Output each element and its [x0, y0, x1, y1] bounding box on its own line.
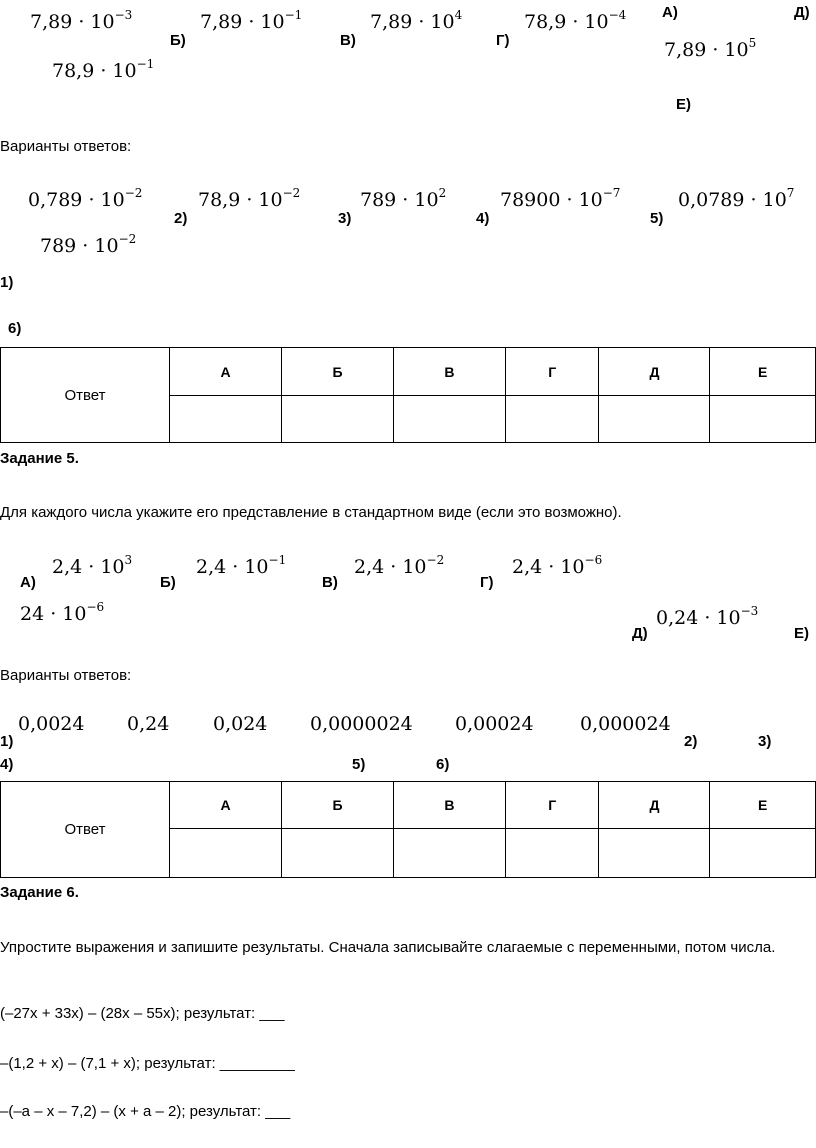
table-header-a: А — [170, 782, 282, 829]
task4-label-e: Д) — [794, 4, 810, 21]
task4-answer-1: $0,789 \cdot 10^{-2}$ — [28, 186, 143, 211]
task6-line-3: –(–a – x – 7,2) – (x + a – 2); результат: ___ — [0, 1103, 291, 1120]
task4-item-b: $7,89 \cdot 10^{-1}$ — [200, 8, 303, 33]
task5-instruction: Для каждого числа укажите его представление в стандартном виде (если это возможно). — [0, 504, 622, 521]
task5-answer-2: 0,24 — [127, 713, 170, 735]
task4-answer-4: $78900 \cdot 10^{-7}$ — [500, 186, 621, 211]
answer-cell-e[interactable] — [599, 829, 710, 878]
answer-cell-d[interactable] — [505, 829, 598, 878]
answer-cell-c[interactable] — [393, 396, 505, 443]
task5-answer-1: 0,0024 — [18, 713, 85, 735]
task6-title: Задание 6. — [0, 884, 79, 901]
task5-item-e: $24 \cdot 10^{-6}$ — [20, 600, 105, 625]
task4-label-b: Б) — [170, 32, 186, 49]
task5-answer-label-5: 5) — [352, 756, 366, 773]
answer-cell-f[interactable] — [710, 829, 816, 878]
table-header-f: Е — [710, 782, 816, 829]
task6-instruction: Упростите выражения и запишите результаты. Сначала записывайте слагаемые с переменными, потом числа. — [0, 939, 776, 956]
task5-answer-table — [0, 781, 816, 878]
task5-item-c: $2,4 \cdot 10^{-2}$ — [354, 553, 445, 578]
task4-answer-3: $789 \cdot 10^2$ — [360, 186, 447, 211]
table-header-a: А — [170, 348, 282, 396]
task4-item-a: $7,89 \cdot 10^{-3}$ — [30, 8, 133, 33]
table-header-d: Г — [505, 782, 598, 829]
task4-answer-label-4: 4) — [476, 210, 490, 227]
task4-label-f: Е) — [676, 96, 691, 113]
task4-answer-label-3: 3) — [338, 210, 352, 227]
task5-answer-label-6: 6) — [436, 756, 450, 773]
task4-item-e: $7,89 \cdot 10^5$ — [664, 36, 757, 61]
answer-cell-f[interactable] — [710, 396, 816, 443]
task5-variants-title: Варианты ответов: — [0, 667, 132, 684]
task4-answer-label-6: 6) — [8, 320, 22, 337]
answer-cell-e[interactable] — [599, 396, 710, 443]
task5-answer-5: 0,00024 — [455, 713, 534, 735]
table-header-c: В — [393, 782, 505, 829]
task4-answer-5: $0,0789 \cdot 10^7$ — [678, 186, 795, 211]
task5-label-a: А) — [20, 574, 36, 591]
table-header-d: Г — [505, 348, 598, 396]
table-header-e: Д — [599, 782, 710, 829]
task4-item-c: $7,89 \cdot 10^4$ — [370, 8, 463, 33]
task5-label-e: Д) — [632, 625, 648, 642]
task4-answer-2: $78,9 \cdot 10^{-2}$ — [198, 186, 301, 211]
table-header-b: Б — [282, 782, 394, 829]
task4-answer-label-5: 5) — [650, 210, 664, 227]
task6-line-2: –(1,2 + x) – (7,1 + x); результат: _________ — [0, 1055, 295, 1072]
task5-answer-label-4: 4) — [0, 756, 14, 773]
task5-answer-label-3: 3) — [758, 733, 772, 750]
task4-answer-label-2: 2) — [174, 210, 188, 227]
task5-item-f: $0,24 \cdot 10^{-3}$ — [656, 604, 759, 629]
task4-variants-title: Варианты ответов: — [0, 138, 132, 155]
answer-cell-a[interactable] — [170, 829, 282, 878]
task5-label-d: Г) — [480, 574, 494, 591]
task5-label-c: В) — [322, 574, 338, 591]
task4-item-f: $78,9 \cdot 10^{-1}$ — [52, 57, 155, 82]
task4-answer-table — [0, 347, 816, 443]
task5-title: Задание 5. — [0, 450, 79, 467]
task6-line-1: (–27x + 33x) – (28x – 55x); результат: ___ — [0, 1005, 285, 1022]
task5-answer-6: 0,000024 — [580, 713, 671, 735]
task5-item-b: $2,4 \cdot 10^{-1}$ — [196, 553, 287, 578]
task4-label-d: Г) — [496, 32, 510, 49]
answer-cell-d[interactable] — [505, 396, 598, 443]
answer-row-label: Ответ — [1, 782, 170, 878]
task4-label-a: А) — [662, 4, 678, 21]
answer-cell-a[interactable] — [170, 396, 282, 443]
answer-cell-b[interactable] — [282, 396, 394, 443]
task5-item-a: $2,4 \cdot 10^3$ — [52, 553, 133, 578]
answer-cell-b[interactable] — [282, 829, 394, 878]
task5-answer-3: 0,024 — [213, 713, 268, 735]
task4-answer-label-1: 1) — [0, 274, 14, 291]
task5-answer-4: 0,0000024 — [310, 713, 413, 735]
task5-answer-label-1: 1) — [0, 733, 14, 750]
table-header-e: Д — [599, 348, 710, 396]
task5-answer-label-2: 2) — [684, 733, 698, 750]
task4-label-c: В) — [340, 32, 356, 49]
task5-item-d: $2,4 \cdot 10^{-6}$ — [512, 553, 603, 578]
task4-answer-6: $789 \cdot 10^{-2}$ — [40, 232, 137, 257]
task5-label-f: Е) — [794, 625, 809, 642]
answer-row-label: Ответ — [1, 348, 170, 443]
task4-item-d: $78,9 \cdot 10^{-4}$ — [524, 8, 627, 33]
table-header-f: Е — [710, 348, 816, 396]
answer-cell-c[interactable] — [393, 829, 505, 878]
table-header-c: В — [393, 348, 505, 396]
task5-label-b: Б) — [160, 574, 176, 591]
table-header-b: Б — [282, 348, 394, 396]
